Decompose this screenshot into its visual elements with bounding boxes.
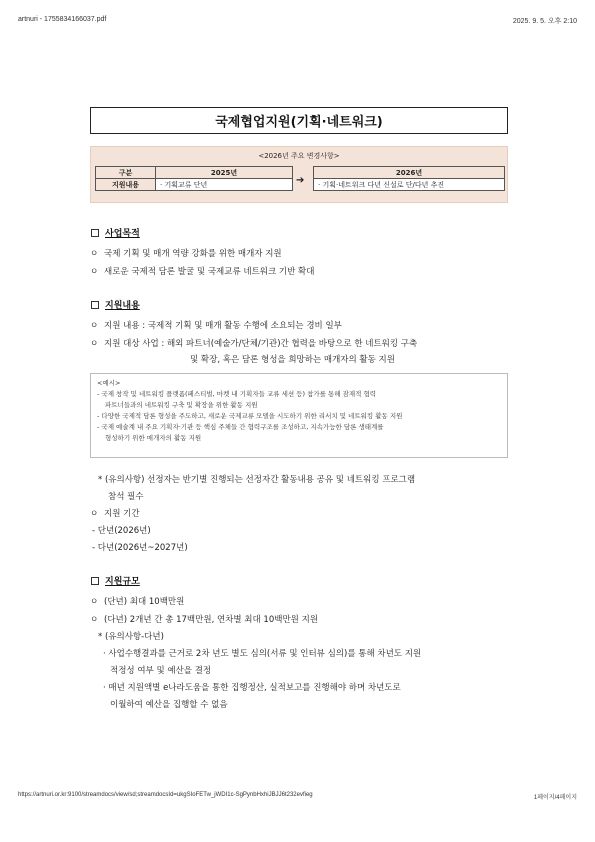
pdf-filename: artnuri - 1755834166037.pdf — [18, 16, 107, 23]
period-single: - 단년(2026년) — [92, 526, 151, 536]
example-line: - 국제 창작 및 네트워킹 플랫폼(페스티벌, 마켓 내 기획자들 교류 세션 등) 참가를 통해 잠재적 협력 — [97, 390, 377, 398]
year-2025: 2025년 — [156, 167, 293, 179]
example-line: - 국제 예술계 내 주요 기획자·기관 등 핵심 주체들 간 협력구조를 조성하고, 지속가능한 담론 생태계를 — [97, 423, 384, 431]
value-2026: · 기획·네트워크 다년 신설로 단/다년 추진 — [314, 179, 505, 191]
example-line: - 다양한 국제적 담론 형성을 주도하고, 새로운 국제교류 모델을 시도하기 위한 리서치 및 네트워킹 활동 지원 — [97, 412, 403, 420]
purpose-item-1: ㅇ 국제 기획 및 매개 역량 강화를 위한 매개자 지원 — [90, 249, 282, 259]
example-head: <예시> — [97, 379, 121, 387]
scale-item-2: ㅇ (다년) 2개년 간 총 17백만원, 연차별 최대 10백만원 지원 — [90, 615, 318, 625]
value-2025: · 기획교류 단년 — [156, 179, 293, 191]
print-timestamp: 2025. 9. 5. 오후 2:10 — [512, 18, 577, 25]
content-period: ㅇ 지원 기간 — [90, 509, 140, 519]
scale-note-2-cont: 이월하여 예산을 집행할 수 없음 — [110, 700, 228, 710]
changes-box — [90, 146, 508, 203]
arrow-right-icon: ➔ — [296, 175, 305, 186]
section-scale: 지원규모 — [91, 574, 140, 587]
page-counter: 1페이지/4페이지 — [533, 795, 577, 801]
section-content: 지원내용 — [91, 298, 140, 311]
year-2026: 2026년 — [314, 167, 505, 179]
changes-table-2025 — [95, 166, 293, 191]
square-icon — [91, 229, 99, 237]
scale-note-2: · 매년 지원액별 e나라도움을 통한 집행정산, 실적보고를 진행해야 하며 차년도로 — [103, 683, 401, 693]
page-title: 국제협업지원(기획·네트워크) — [90, 107, 508, 134]
square-icon — [91, 577, 99, 585]
changes-table-2026 — [313, 166, 505, 191]
content-item-2-cont: 및 확장, 혹은 담론 형성을 희망하는 매개자의 활동 지원 — [190, 355, 395, 365]
content-note-cont: 참석 필수 — [108, 492, 144, 502]
col-label: 구분 — [96, 167, 156, 179]
content-note: * (유의사항) 선정자는 반기별 진행되는 선정자간 활동내용 공유 및 네트워킹 프로그램 — [98, 475, 416, 485]
example-box — [90, 373, 508, 458]
section-purpose: 사업목적 — [91, 226, 140, 239]
square-icon — [91, 301, 99, 309]
period-multi: - 다년(2026년~2027년) — [92, 543, 188, 553]
content-item-2: ㅇ 지원 대상 사업 : 해외 파트너(예술가/단체/기관)간 협력을 바탕으로 한 네트워킹 구축 — [90, 339, 418, 349]
page-url: https://artnuri.or.kr:9100/streamdocs/view/sd;streamdocsId=ukgSIoFETw_jWDI1c-SgPynbHxhiJBJJ6t232evfieg — [18, 792, 313, 798]
scale-note-1-cont: 적정성 여부 및 예산을 결정 — [110, 666, 212, 676]
purpose-item-2: ㅇ 새로운 국제적 담론 발굴 및 국제교류 네트워크 기반 확대 — [90, 267, 315, 277]
scale-note: * (유의사항-다년) — [98, 632, 164, 642]
content-item-1: ㅇ 지원 내용 : 국제적 기획 및 매개 활동 수행에 소요되는 경비 일부 — [90, 321, 342, 331]
row-label: 지원내용 — [96, 179, 156, 191]
scale-note-1: · 사업수행결과를 근거로 2차 년도 별도 심의(서류 및 인터뷰 심의)를 통해 차년도 지원 — [103, 649, 422, 659]
example-line: 형성하기 위한 매개자의 활동 지원 — [105, 434, 202, 442]
changes-heading: <2026년 주요 변경사항> — [258, 152, 340, 160]
scale-item-1: ㅇ (단년) 최대 10백만원 — [90, 597, 185, 607]
example-line: 파트너들과의 네트워킹 구축 및 확장을 위한 활동 지원 — [105, 401, 258, 409]
